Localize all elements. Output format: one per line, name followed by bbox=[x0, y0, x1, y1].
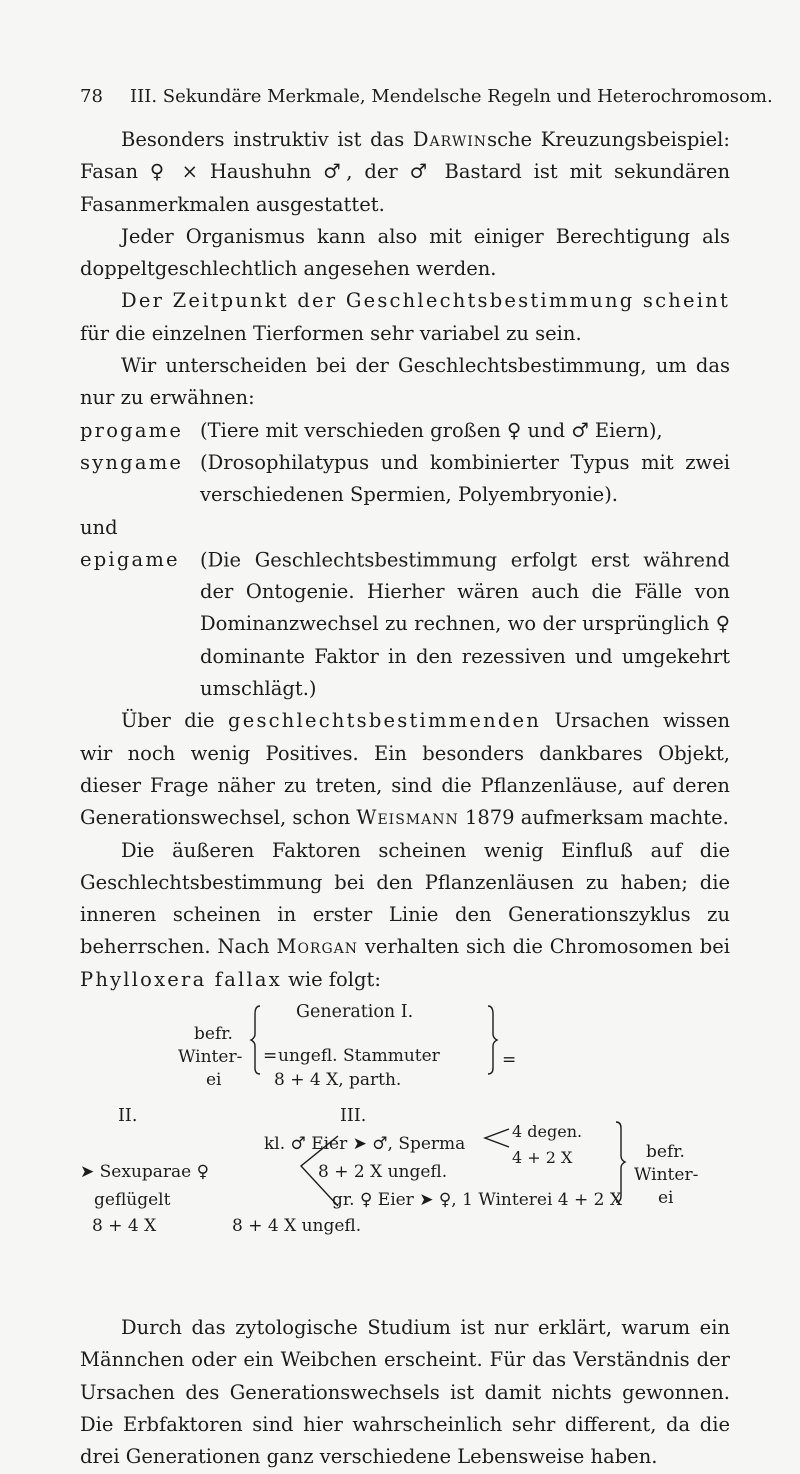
left-label-winter: Winter- bbox=[178, 1047, 243, 1068]
author-weismann: Weismann bbox=[356, 806, 459, 830]
phylloxera-generation-diagram bbox=[80, 996, 730, 1312]
term-syngame: syngame bbox=[80, 450, 184, 474]
left-label-befr: befr. bbox=[194, 1024, 233, 1045]
paragraph-zeitpunkt: Der Zeitpunkt der Geschlechtsbestimmung scheint für die einzelnen Tierformen sehr variabel zu sein. bbox=[80, 289, 730, 345]
winterei-offspring-formula: 8 + 4 X ungefl. bbox=[232, 1216, 362, 1237]
sperma-fork bbox=[485, 1129, 509, 1147]
right-equals: = bbox=[502, 1050, 517, 1071]
paragraph-ursachen: Über die geschlechtsbestimmenden Ursachen wissen wir noch wenig Positives. Ein besonders dankbares Objekt, dieser Frage näher zu treten, sind die Pflanzenläuse, auf deren Generationswechsel, schon Weismann 1879 aufmerksam machte. bbox=[80, 709, 731, 830]
author-darwin: Darwin bbox=[412, 128, 488, 151]
stammuter-label: ungefl. Stammuter bbox=[278, 1046, 440, 1067]
list-item-progame: progame (Tiere mit verschieden großen ♀ und ♂ Eiern), bbox=[80, 418, 663, 442]
list-item-syngame: syngame (Drosophilatypus und kombinierter Typus mit zwei verschiedenen Spermien, Polyembryonie). bbox=[80, 450, 730, 507]
page-number: 78 bbox=[80, 86, 103, 107]
left-brace bbox=[251, 1006, 260, 1074]
fork-degen: 4 degen. bbox=[512, 1122, 583, 1142]
sexuparae-formula: 8 + 4 X bbox=[92, 1216, 157, 1237]
fork-formula: 4 + 2 X bbox=[512, 1148, 573, 1168]
sexuparae-middle-branch: 8 + 2 X ungefl. bbox=[318, 1162, 448, 1183]
paragraph-unterscheiden: Wir unterscheiden bei der Geschlechtsbestimmung, um das nur zu erwähnen: bbox=[80, 354, 730, 410]
paragraph-morgan: Die äußeren Faktoren scheinen wenig Einfluß auf die Geschlechtsbestimmung bei den Pflanzenläusen zu haben; die inneren scheinen in erster Linie den Generationszyklus zu beherrschen. Nach Morgan verhalten sich die Chromosomen bei Phylloxera fallax wie folgt: bbox=[80, 838, 730, 991]
term-progame: progame bbox=[80, 418, 184, 442]
sexuparae-label: ➤ Sexuparae ♀ bbox=[80, 1162, 210, 1183]
body-text bbox=[80, 124, 730, 1474]
right-label-befr: befr. bbox=[646, 1142, 685, 1163]
paragraph-doppelt: Jeder Organismus kann also mit einiger Berechtigung als doppeltgeschlechtlich angesehen werden. bbox=[80, 224, 730, 281]
generation-1-title: Generation I. bbox=[296, 1002, 414, 1023]
male-egg-branch: kl. ♂ Eier ➤ ♂, Sperma bbox=[264, 1134, 466, 1155]
center-equals: = bbox=[263, 1046, 278, 1067]
term-epigame: epigame bbox=[80, 547, 180, 571]
right-label-ei: ei bbox=[658, 1188, 674, 1209]
left-label-ei: ei bbox=[206, 1070, 222, 1091]
generation-3-label: III. bbox=[340, 1106, 367, 1127]
right-brace bbox=[488, 1006, 497, 1074]
paragraph-darwin: Besonders instruktiv ist das Darwinsche Kreuzungsbeispiel: Fasan ♀ × Haushuhn ♂, der ♂ Bastard ist mit sekundären Fasanmerkmalen ausgestattet. bbox=[80, 128, 730, 216]
female-egg-branch: gr. ♀ Eier ➤ ♀, 1 Winterei 4 + 2 X bbox=[332, 1190, 622, 1211]
author-morgan: Morgan bbox=[276, 935, 359, 959]
right-label-winter: Winter- bbox=[634, 1165, 699, 1186]
list-item-epigame: und epigame (Die Geschlechtsbestimmung erfolgt erst während der Ontogenie. Hierher wären auch die Fälle von Dominanzwechsel zu rechnen, wo der ursprünglich ♀ dominante Faktor in den rezessiven und umgekehrt umschlägt.) bbox=[80, 515, 730, 701]
emphasized-phrase: Der Zeitpunkt der Geschlechtsbestimmung scheint bbox=[121, 289, 730, 313]
species-name: Phylloxera fallax bbox=[80, 967, 282, 991]
gefluegelt-label: geflügelt bbox=[94, 1190, 171, 1211]
paragraph-zytologisch: Durch das zytologische Studium ist nur erklärt, warum ein Männchen oder ein Weibchen erscheint. Für das Verständnis der Ursachen des Generationswechsels ist damit nichts gewonnen. Die Erbfaktoren sind hier wahrscheinlich sehr different, da die drei Generationen ganz verschiedene Lebensweise haben. bbox=[80, 1316, 730, 1469]
stammuter-formula: 8 + 4 X, parth. bbox=[274, 1070, 402, 1091]
running-title: III. Sekundäre Merkmale, Mendelsche Regeln und Heterochromosom. bbox=[130, 86, 773, 107]
emphasized-word: geschlechtsbestimmenden bbox=[228, 709, 542, 733]
generation-2-label: II. bbox=[118, 1106, 138, 1127]
running-header bbox=[80, 86, 773, 112]
